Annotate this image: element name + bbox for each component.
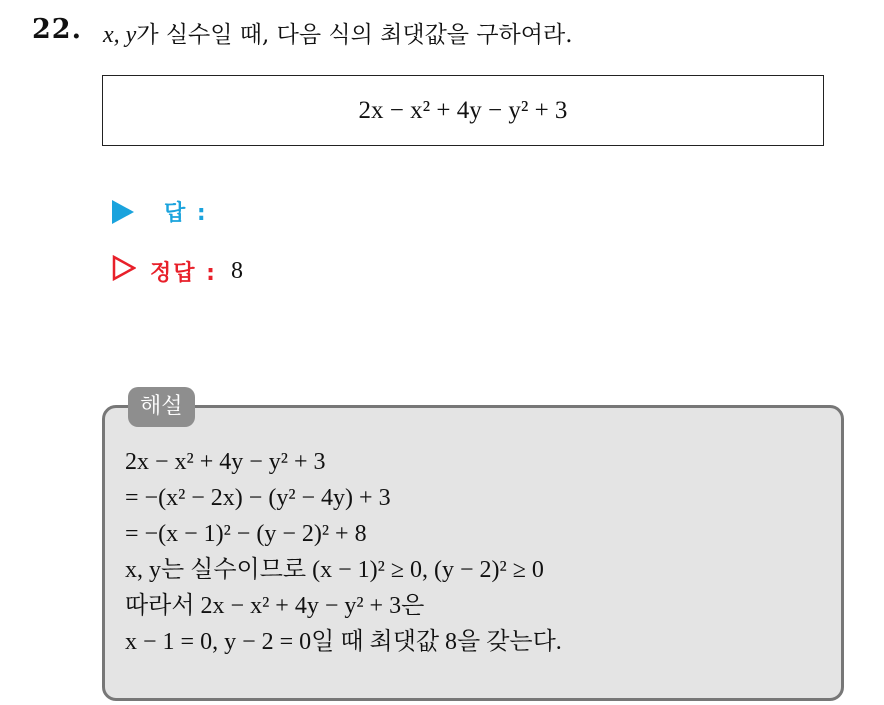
correct-answer-row	[112, 255, 243, 287]
solution-line: 따라서 2x − x² + 4y − y² + 3은	[125, 593, 425, 619]
solution-lines	[125, 444, 562, 660]
filled-triangle-icon	[112, 200, 134, 224]
problem-statement	[103, 16, 573, 49]
correct-answer-value: 8	[230, 257, 243, 284]
expression-box	[102, 75, 824, 146]
outline-triangle-icon	[112, 255, 136, 287]
answer-label: 답 :	[164, 201, 208, 226]
problem-variables: x, y	[103, 22, 137, 48]
answer-row	[112, 196, 208, 227]
problem-statement-text: 가 실수일 때, 다음 식의 최댓값을 구하여라.	[136, 22, 573, 48]
solution-line: x − 1 = 0, y − 2 = 0일 때 최댓값 8을 갖는다.	[125, 629, 562, 655]
problem-number: 22.	[32, 14, 82, 45]
solution-line: = −(x − 1)² − (y − 2)² + 8	[125, 521, 367, 547]
solution-line: 2x − x² + 4y − y² + 3	[125, 449, 326, 475]
solution-line: = −(x² − 2x) − (y² − 4y) + 3	[125, 485, 391, 511]
correct-answer-label: 정답 :	[150, 260, 217, 286]
expression: 2x − x² + 4y − y² + 3	[358, 96, 568, 124]
solution-line: x, y는 실수이므로 (x − 1)² ≥ 0, (y − 2)² ≥ 0	[125, 557, 544, 583]
solution-tag: 해설	[128, 387, 195, 427]
